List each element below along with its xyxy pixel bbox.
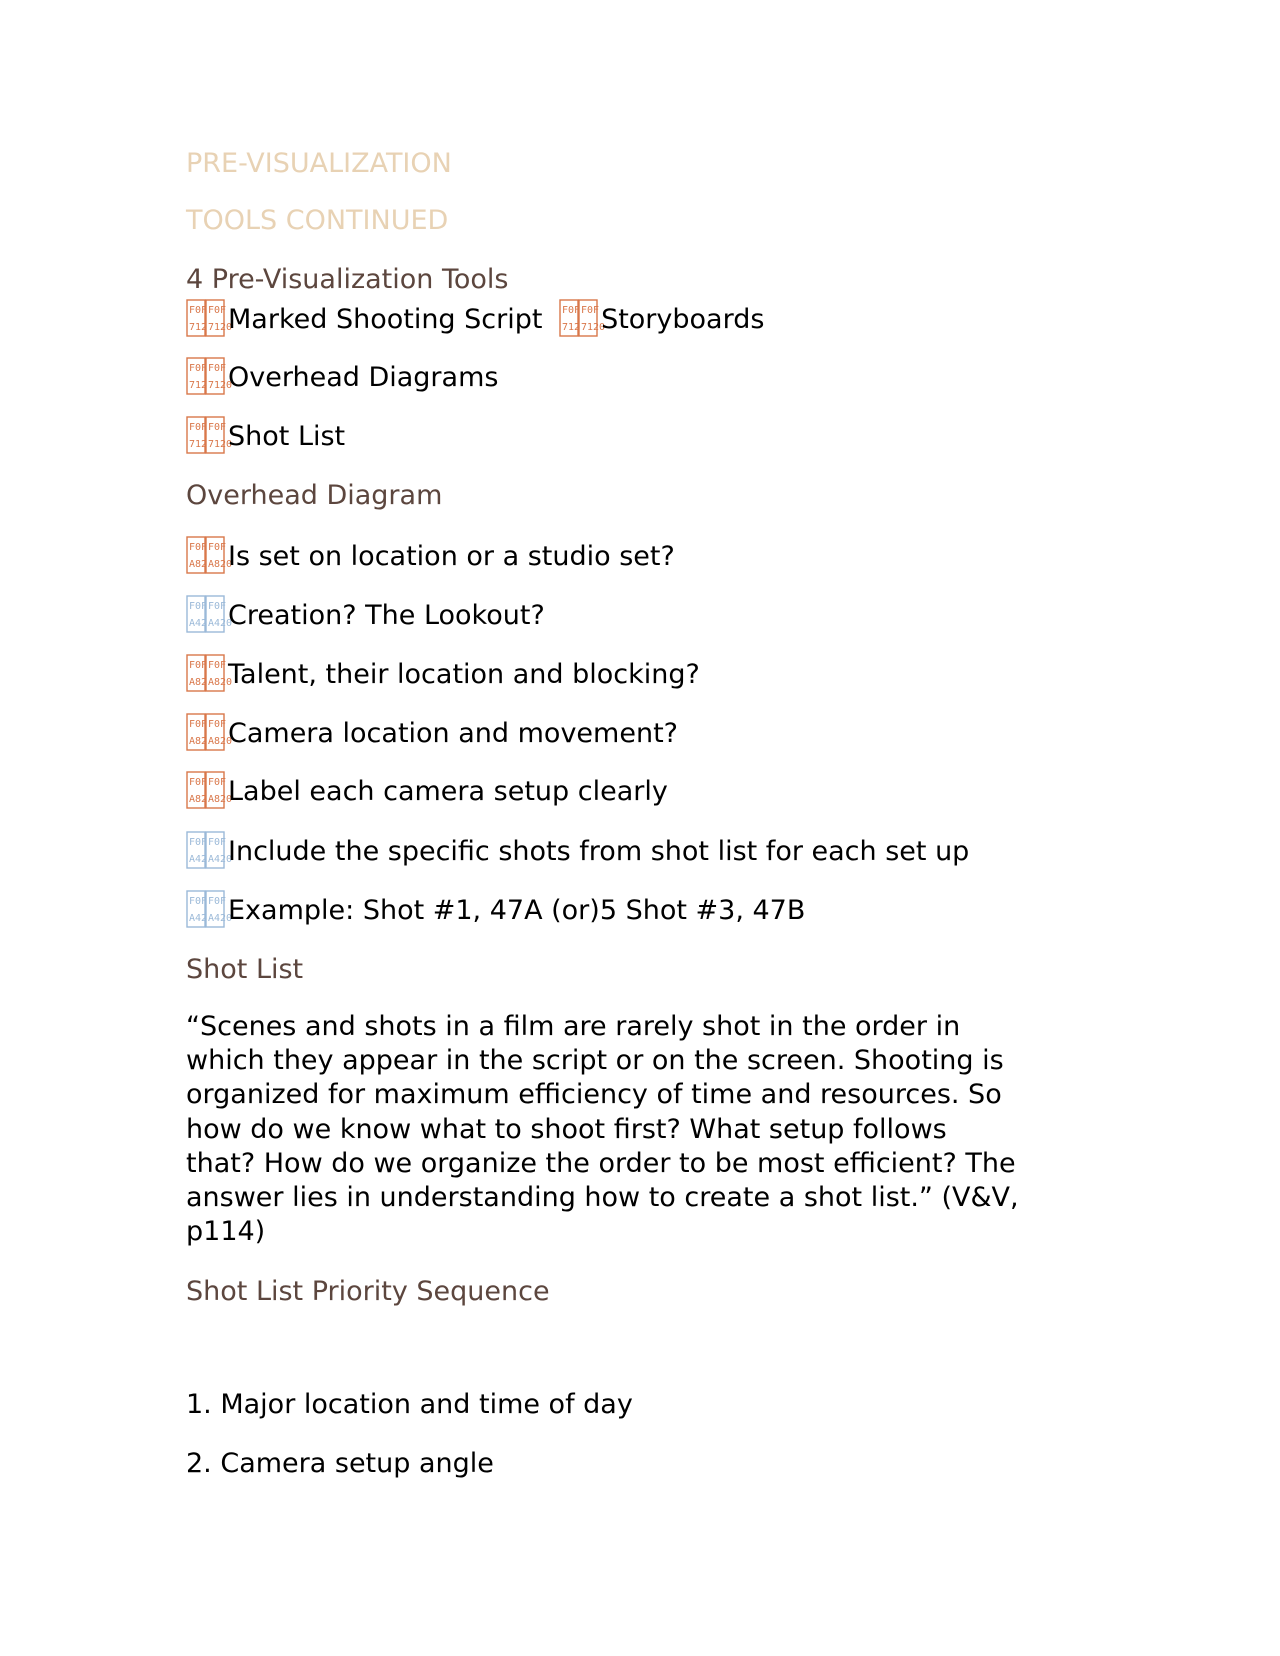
- tofu-code-top: F0F: [189, 837, 208, 848]
- tofu-code-top: F0F: [208, 422, 227, 433]
- quote-line: that? How do we organize the order to be most efficient? The: [186, 1147, 1016, 1179]
- missing-glyph-icon: [186, 536, 233, 574]
- tofu-glyph-pair: [186, 416, 233, 454]
- tofu-code-top: F0F: [189, 719, 208, 730]
- overhead-item: [186, 595, 545, 633]
- tofu-glyph-pair: [186, 357, 233, 395]
- quote-line: which they appear in the script or on the screen. Shooting is: [186, 1045, 1004, 1077]
- overhead-item-text: Camera location and movement?: [228, 718, 678, 749]
- tofu-code-top: F0F: [189, 660, 208, 671]
- tofu-code-bottom: A42: [189, 618, 208, 629]
- tofu-code-bottom: A82: [189, 559, 208, 570]
- priority-item: 1. Major location and time of day: [186, 1389, 633, 1420]
- tools-item-row: [186, 299, 764, 337]
- tools-item-label: Shot List: [228, 421, 346, 452]
- tofu-code-bottom: A420: [208, 618, 233, 629]
- overhead-item-text: Creation? The Lookout?: [228, 600, 545, 631]
- missing-glyph-icon: [186, 595, 233, 633]
- missing-glyph-icon: [186, 357, 233, 395]
- overhead-item: [186, 713, 678, 751]
- tofu-code-top: F0F: [208, 837, 227, 848]
- tools-item-storyboards: Storyboards: [601, 304, 765, 335]
- tofu-code-bottom: 712: [189, 439, 208, 450]
- tofu-code-bottom: 7120: [208, 380, 233, 391]
- tofu-glyph-pair: [186, 890, 233, 928]
- tofu-code-top: F0F: [208, 660, 227, 671]
- quote-line: how do we know what to shoot first? What setup follows: [186, 1113, 947, 1145]
- tofu-code-top: F0F: [208, 542, 227, 553]
- tofu-code-top: F0F: [189, 896, 208, 907]
- tofu-glyph-pair: [186, 595, 233, 633]
- tofu-code-top: F0F: [208, 719, 227, 730]
- overhead-item: [186, 654, 700, 692]
- tofu-code-top: F0F: [189, 305, 208, 316]
- tofu-code-bottom: A420: [208, 913, 233, 924]
- tofu-glyph-pair: [186, 654, 233, 692]
- tofu-code-top: F0F: [581, 305, 600, 316]
- tofu-code-top: F0F: [208, 305, 227, 316]
- tofu-code-top: F0F: [562, 305, 581, 316]
- quote-line: answer lies in understanding how to create a shot list.” (V&V,: [186, 1182, 1019, 1214]
- quote-line: p114): [186, 1216, 266, 1248]
- overhead-item-text: Example: Shot #1, 47A (or)5 Shot #3, 47B: [228, 895, 806, 926]
- missing-glyph-icon: [186, 654, 233, 692]
- tools-item-overhead: [186, 357, 498, 395]
- tofu-code-top: F0F: [208, 896, 227, 907]
- tofu-code-bottom: A820: [208, 736, 233, 747]
- tofu-code-bottom: 712: [189, 380, 208, 391]
- priority-heading: Shot List Priority Sequence: [186, 1276, 550, 1307]
- overhead-item-text: Is set on location or a studio set?: [228, 541, 675, 572]
- missing-glyph-icon: [186, 416, 233, 454]
- tofu-code-bottom: 712: [189, 322, 208, 333]
- tofu-glyph-pair: [186, 771, 233, 809]
- tofu-code-bottom: A42: [189, 854, 208, 865]
- shot-list-heading: Shot List: [186, 954, 304, 985]
- missing-glyph-icon: [186, 771, 233, 809]
- quote-line: organized for maximum efficiency of time and resources. So: [186, 1079, 1002, 1111]
- tofu-code-bottom: A420: [208, 854, 233, 865]
- tofu-glyph-pair: [559, 299, 606, 337]
- tools-item-marked-script: Marked Shooting Script: [228, 304, 543, 335]
- tofu-code-top: F0F: [189, 363, 208, 374]
- overhead-item-text: Talent, their location and blocking?: [228, 659, 700, 690]
- tofu-code-bottom: A820: [208, 559, 233, 570]
- tofu-code-bottom: A820: [208, 794, 233, 805]
- tofu-code-bottom: A82: [189, 794, 208, 805]
- tofu-glyph-pair: [186, 299, 233, 337]
- tofu-code-bottom: A42: [189, 913, 208, 924]
- title-line-1: PRE-VISUALIZATION: [186, 148, 452, 179]
- tools-item-shot-list: [186, 416, 345, 454]
- tofu-code-top: F0F: [189, 542, 208, 553]
- tofu-code-top: F0F: [208, 601, 227, 612]
- tofu-code-bottom: 7120: [581, 322, 606, 333]
- missing-glyph-icon: [186, 299, 233, 337]
- tofu-code-top: F0F: [208, 777, 227, 788]
- tofu-glyph-pair: [186, 713, 233, 751]
- missing-glyph-icon: [186, 831, 233, 869]
- tools-item-label: Overhead Diagrams: [228, 362, 499, 393]
- tofu-code-bottom: 7120: [208, 439, 233, 450]
- tofu-code-bottom: A82: [189, 677, 208, 688]
- missing-glyph-icon: [186, 890, 233, 928]
- tools-heading: 4 Pre-Visualization Tools: [186, 264, 509, 295]
- title-line-2: TOOLS CONTINUED: [186, 205, 449, 236]
- overhead-item: [186, 536, 675, 574]
- tofu-glyph-pair: [186, 831, 233, 869]
- quote-line: “Scenes and shots in a film are rarely shot in the order in: [186, 1011, 961, 1042]
- overhead-item: [186, 771, 668, 809]
- tofu-code-top: F0F: [189, 601, 208, 612]
- missing-glyph-icon: [559, 299, 606, 337]
- shot-list-quote: [186, 1010, 1106, 1249]
- overhead-item-text: Label each camera setup clearly: [228, 776, 668, 807]
- missing-glyph-icon: [186, 713, 233, 751]
- priority-item: 2. Camera setup angle: [186, 1448, 494, 1479]
- tofu-code-top: F0F: [208, 363, 227, 374]
- tofu-code-bottom: 7120: [208, 322, 233, 333]
- overhead-item-text: Include the specific shots from shot list for each set up: [228, 836, 970, 867]
- tofu-code-bottom: A820: [208, 677, 233, 688]
- overhead-heading: Overhead Diagram: [186, 480, 443, 511]
- tofu-code-bottom: A82: [189, 736, 208, 747]
- tofu-code-top: F0F: [189, 422, 208, 433]
- tofu-glyph-pair: [186, 536, 233, 574]
- overhead-item: [186, 890, 805, 928]
- overhead-item: [186, 831, 969, 869]
- tofu-code-top: F0F: [189, 777, 208, 788]
- tofu-code-bottom: 712: [562, 322, 581, 333]
